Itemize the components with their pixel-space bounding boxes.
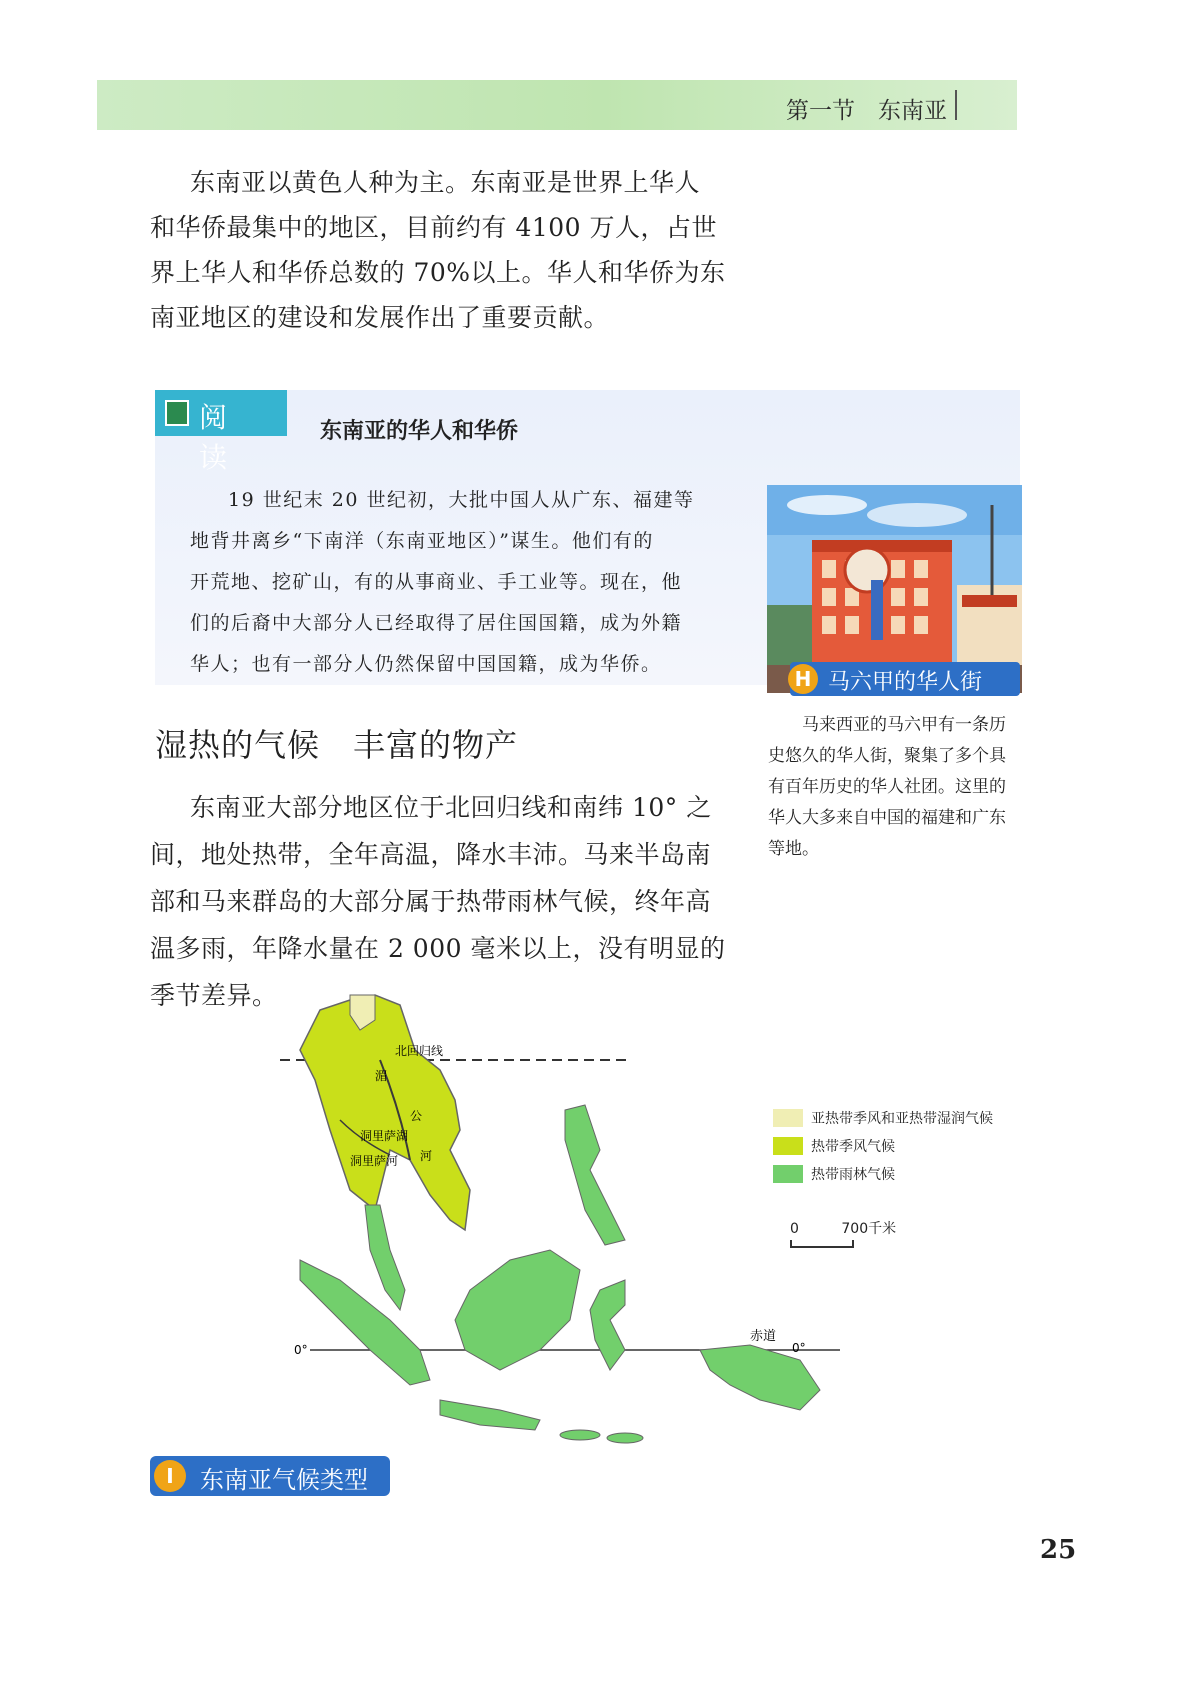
legend-swatch bbox=[773, 1109, 803, 1127]
climate-line-3: 部和马来群岛的大部分属于热带雨林气候，终年高 bbox=[150, 887, 712, 916]
reading-line: 开荒地、挖矿山，有的从事商业、手工业等。现在，他 bbox=[190, 571, 683, 593]
intro-line-2: 和华侨最集中的地区，目前约有 4100 万人，占世 bbox=[150, 213, 718, 242]
scale-bar bbox=[790, 1240, 854, 1248]
river-label-2: 公 bbox=[410, 1109, 423, 1123]
photo-badge: H bbox=[788, 664, 818, 694]
reading-tag bbox=[155, 390, 287, 474]
reading-body bbox=[190, 480, 720, 685]
mainland-shape bbox=[300, 995, 470, 1230]
tropic-label: 北回归线 bbox=[395, 1044, 444, 1058]
climate-line-2: 间，地处热带，全年高温，降水丰沛。马来半岛南 bbox=[150, 840, 712, 869]
section-title: 第一节 东南亚 bbox=[786, 98, 947, 124]
reading-line: 地背井离乡“下南洋（东南亚地区）”谋生。他们有的 bbox=[190, 530, 654, 552]
lake-label: 洞里萨湖 bbox=[360, 1129, 409, 1143]
legend-label: 热带季风气候 bbox=[811, 1139, 895, 1155]
photo-caption-text: 马六甲的华人街 bbox=[828, 670, 983, 695]
map-badge: I bbox=[154, 1460, 186, 1492]
lat-left-label: 0° bbox=[294, 1343, 308, 1357]
scale-distance: 700千米 bbox=[841, 1221, 897, 1237]
side-note-line: 华人大多来自中国的福建和广东 bbox=[768, 808, 1006, 828]
map-legend bbox=[773, 1108, 993, 1192]
reading-line: 们的后裔中大部分人已经取得了居住国国籍，成为外籍 bbox=[190, 612, 683, 634]
intro-line-4: 南亚地区的建设和发展作出了重要贡献。 bbox=[150, 303, 610, 332]
page-number: 25 bbox=[1040, 1535, 1077, 1565]
equator-label: 赤道 bbox=[750, 1329, 777, 1344]
legend-label: 热带雨林气候 bbox=[811, 1167, 895, 1183]
map-caption bbox=[150, 1456, 390, 1496]
lat-right-label: 0° bbox=[792, 1341, 806, 1355]
intro-line-3: 界上华人和华侨总数的 70%以上。华人和华侨为东 bbox=[150, 258, 726, 287]
climate-line-1: 东南亚大部分地区位于北回归线和南纬 10° 之 bbox=[190, 793, 712, 822]
side-note bbox=[768, 710, 1030, 865]
intro-line-1: 东南亚以黄色人种为主。东南亚是世界上华人 bbox=[190, 168, 701, 197]
reading-tag-label: 阅 读 bbox=[199, 401, 238, 474]
legend-label: 亚热带季风和亚热带湿润气候 bbox=[811, 1111, 993, 1127]
legend-swatch bbox=[773, 1137, 803, 1155]
photo-caption bbox=[790, 662, 1020, 696]
side-note-line: 等地。 bbox=[768, 839, 819, 859]
reading-line: 华人；也有一部分人仍然保留中国国籍，成为华侨。 bbox=[190, 653, 662, 675]
side-note-line: 马来西亚的马六甲有一条历 bbox=[802, 715, 1006, 735]
river-label-4: 洞里萨河 bbox=[350, 1154, 399, 1168]
legend-item bbox=[773, 1136, 993, 1156]
book-icon bbox=[165, 400, 189, 426]
header-band bbox=[97, 80, 1017, 130]
side-note-line: 史悠久的华人街，聚集了多个具 bbox=[768, 746, 1006, 766]
section-heading: 湿热的气候 丰富的物产 bbox=[155, 726, 519, 764]
climate-line-5: 季节差异。 bbox=[150, 981, 278, 1010]
legend-item bbox=[773, 1108, 993, 1128]
scale-zero: 0 bbox=[790, 1221, 799, 1237]
reading-heading: 东南亚的华人和华侨 bbox=[320, 419, 519, 444]
legend-item bbox=[773, 1164, 993, 1184]
river-label-1: 湄 bbox=[375, 1069, 388, 1083]
header-divider bbox=[955, 90, 957, 120]
climate-line-4: 温多雨，年降水量在 2 000 毫米以上，没有明显的 bbox=[150, 934, 726, 963]
map-caption-text: 东南亚气候类型 bbox=[200, 1466, 368, 1494]
map-scale bbox=[790, 1218, 896, 1248]
side-note-line: 有百年历史的华人社团。这里的 bbox=[768, 777, 1006, 797]
river-label-3: 河 bbox=[420, 1149, 433, 1163]
legend-swatch bbox=[773, 1165, 803, 1183]
reading-line: 19 世纪末 20 世纪初，大批中国人从广东、福建等 bbox=[228, 489, 695, 511]
